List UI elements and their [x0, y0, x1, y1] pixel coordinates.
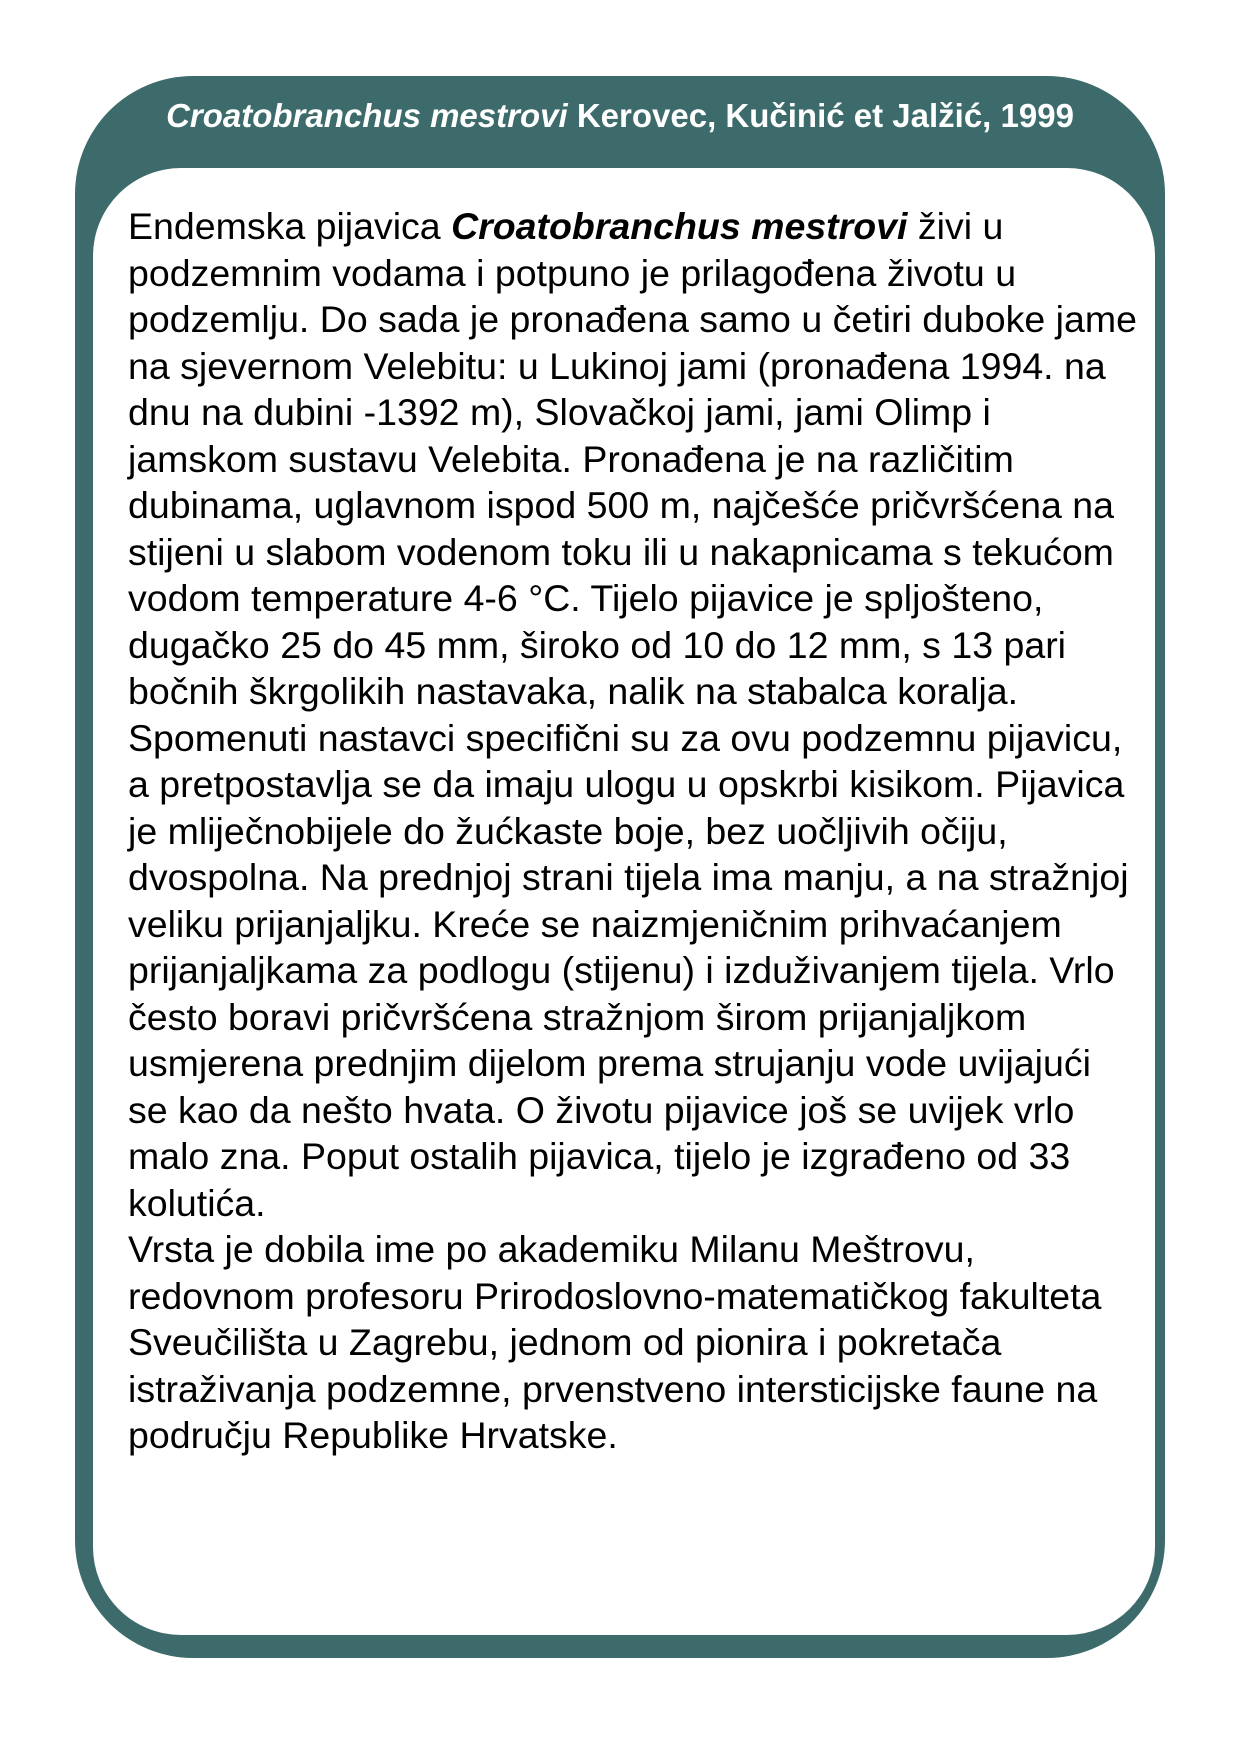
card-title — [0, 96, 1240, 136]
title-authority: Kerovec, Kučinić et Jalžić, 1999 — [567, 97, 1074, 134]
description-paragraph-1 — [128, 203, 1138, 1226]
description-paragraph-1-rest: živi u podzemnim vodama i potpuno je prilagođena životu u podzemlju. Do sada je pronađena samo u četiri duboke jame na sjevernom Velebitu: u Lukinoj jami (pronađena 1994. na dnu na dubini -1392 m), Slovačkoj jami, jami Olimp i jamskom sustavu Velebita. Pronađena je na različitim dubinama, uglavnom ispod 500 m, najčešće pričvršćena na stijeni u slabom vodenom toku ili u nakapnicama s tekućom vodom temperature 4-6 °C. Tijelo pijavice je spljošteno, dugačko 25 do 45 mm, široko od 10 do 12 mm, s 13 pari bočnih škrgolikih nastavaka, nalik na stabalca koralja. Spomenuti nastavci specifični su za ovu podzemnu pijavicu, a pretpostavlja se da imaju ulogu u opskrbi kisikom. Pijavica je mliječnobijele do žućkaste boje, bez uočljivih očiju, dvospolna. Na prednjoj strani tijela ima manju, a na stražnjoj veliku prijanjaljku. Kreće se naizmjeničnim prihvaćanjem prijanjaljkama za podlogu (stijenu) i izduživanjem tijela. Vrlo često boravi pričvršćena stražnjom širom prijanjaljkom usmjerena prednjim dijelom prema strujanju vode uvijajući se kao da nešto hvata. O životu pijavice još se uvijek vrlo malo zna. Poput ostalih pijavica, tijelo je izgrađeno od 33 kolutića. — [128, 205, 1137, 1224]
description-paragraph-2: Vrsta je dobila ime po akademiku Milanu Meštrovu, redovnom profesoru Prirodoslovno-matematičkog fakulteta Sveučilišta u Zagrebu, jednom od pionira i pokretača istraživanja podzemne, prvenstveno intersticijske faune na području Republike Hrvatske. — [128, 1228, 1102, 1456]
description-species-name: Croatobranchus mestrovi — [451, 205, 908, 247]
description-text — [128, 203, 1138, 1459]
title-species-name: Croatobranchus mestrovi — [166, 97, 568, 134]
description-intro: Endemska pijavica — [128, 205, 452, 247]
